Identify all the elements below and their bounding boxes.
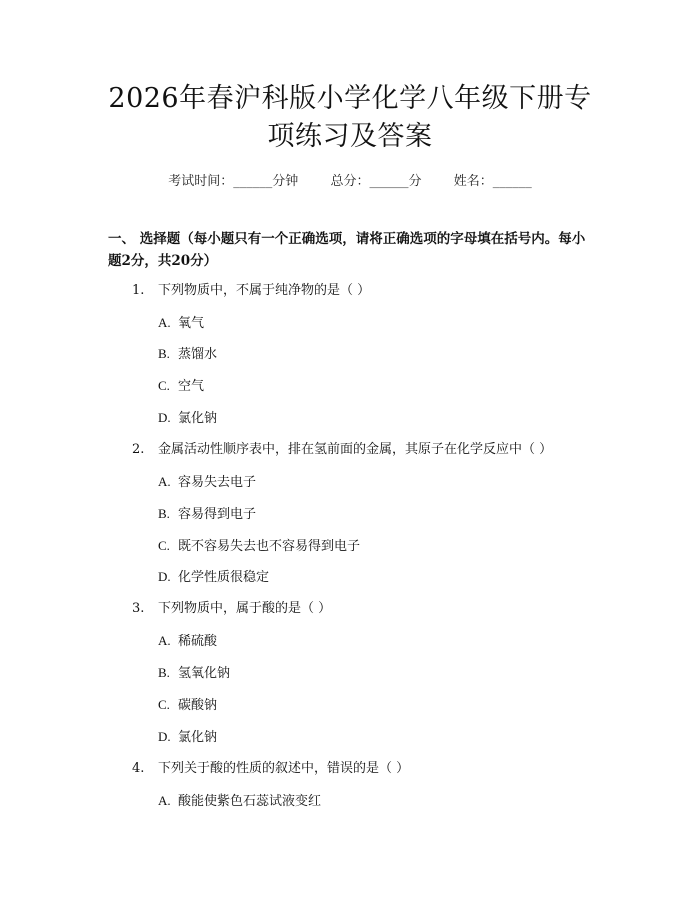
option-letter: A.	[158, 474, 171, 489]
option-letter: B.	[158, 346, 170, 361]
question-4-option-a	[158, 792, 321, 811]
option-text: 氯化钠	[178, 730, 218, 745]
option-text: 蒸馏水	[178, 347, 218, 362]
question-number: 2.	[132, 442, 145, 457]
option-text: 碳酸钠	[178, 698, 218, 713]
total-score-field: 总分：______分	[330, 174, 422, 189]
question-text: 金属活动性顺序表中，排在氢前面的金属，其原子在化学反应中（ ）	[158, 442, 553, 457]
document-title: 2026年春沪科版小学化学八年级下册专项练习及答案	[108, 83, 592, 152]
question-2-option-d	[158, 568, 269, 587]
question-2	[132, 441, 552, 459]
option-text: 既不容易失去也不容易得到电子	[178, 539, 361, 554]
question-text: 下列关于酸的性质的叙述中，错误的是（ ）	[158, 761, 410, 776]
option-text: 空气	[178, 379, 205, 394]
option-letter: C.	[158, 538, 170, 553]
option-text: 氯化钠	[178, 411, 218, 426]
exam-time-field: 考试时间：______分钟	[168, 174, 299, 189]
exam-meta	[0, 170, 700, 189]
option-letter: C.	[158, 378, 170, 393]
option-letter: A.	[158, 633, 171, 648]
option-letter: A.	[158, 315, 171, 330]
option-text: 稀硫酸	[178, 634, 218, 649]
question-1-option-c	[158, 377, 204, 396]
question-2-option-c	[158, 537, 360, 556]
option-letter: D.	[158, 729, 171, 744]
question-3	[132, 600, 331, 618]
section-heading: 一、 选择题（每小题只有一个正确选项，请将正确选项的字母填在括号内。每小题2分，共20分）	[108, 231, 586, 269]
option-text: 氢氧化钠	[178, 666, 231, 681]
question-3-option-c	[158, 696, 217, 715]
option-text: 氧气	[178, 316, 205, 331]
question-3-option-a	[158, 632, 217, 651]
question-2-option-a	[158, 473, 256, 492]
option-text: 容易失去电子	[178, 475, 257, 490]
question-1-option-d	[158, 409, 217, 428]
option-letter: C.	[158, 697, 170, 712]
question-text: 下列物质中，不属于纯净物的是（ ）	[158, 283, 371, 298]
option-letter: D.	[158, 569, 171, 584]
question-1-option-a	[158, 314, 204, 333]
option-letter: D.	[158, 410, 171, 425]
option-letter: B.	[158, 506, 170, 521]
question-number: 4.	[132, 761, 145, 776]
student-name-field: 姓名：______	[453, 174, 532, 189]
option-text: 化学性质很稳定	[178, 570, 270, 585]
question-3-option-b	[158, 664, 230, 683]
option-letter: B.	[158, 665, 170, 680]
question-number: 3.	[132, 601, 145, 616]
question-1-option-b	[158, 345, 217, 364]
question-2-option-b	[158, 505, 256, 524]
question-1	[132, 282, 370, 300]
question-number: 1.	[132, 283, 145, 298]
question-4	[132, 760, 409, 778]
question-3-option-d	[158, 728, 217, 747]
question-text: 下列物质中，属于酸的是（ ）	[158, 601, 332, 616]
option-letter: A.	[158, 793, 171, 808]
option-text: 容易得到电子	[178, 507, 257, 522]
option-text: 酸能使紫色石蕊试液变红	[178, 794, 322, 809]
